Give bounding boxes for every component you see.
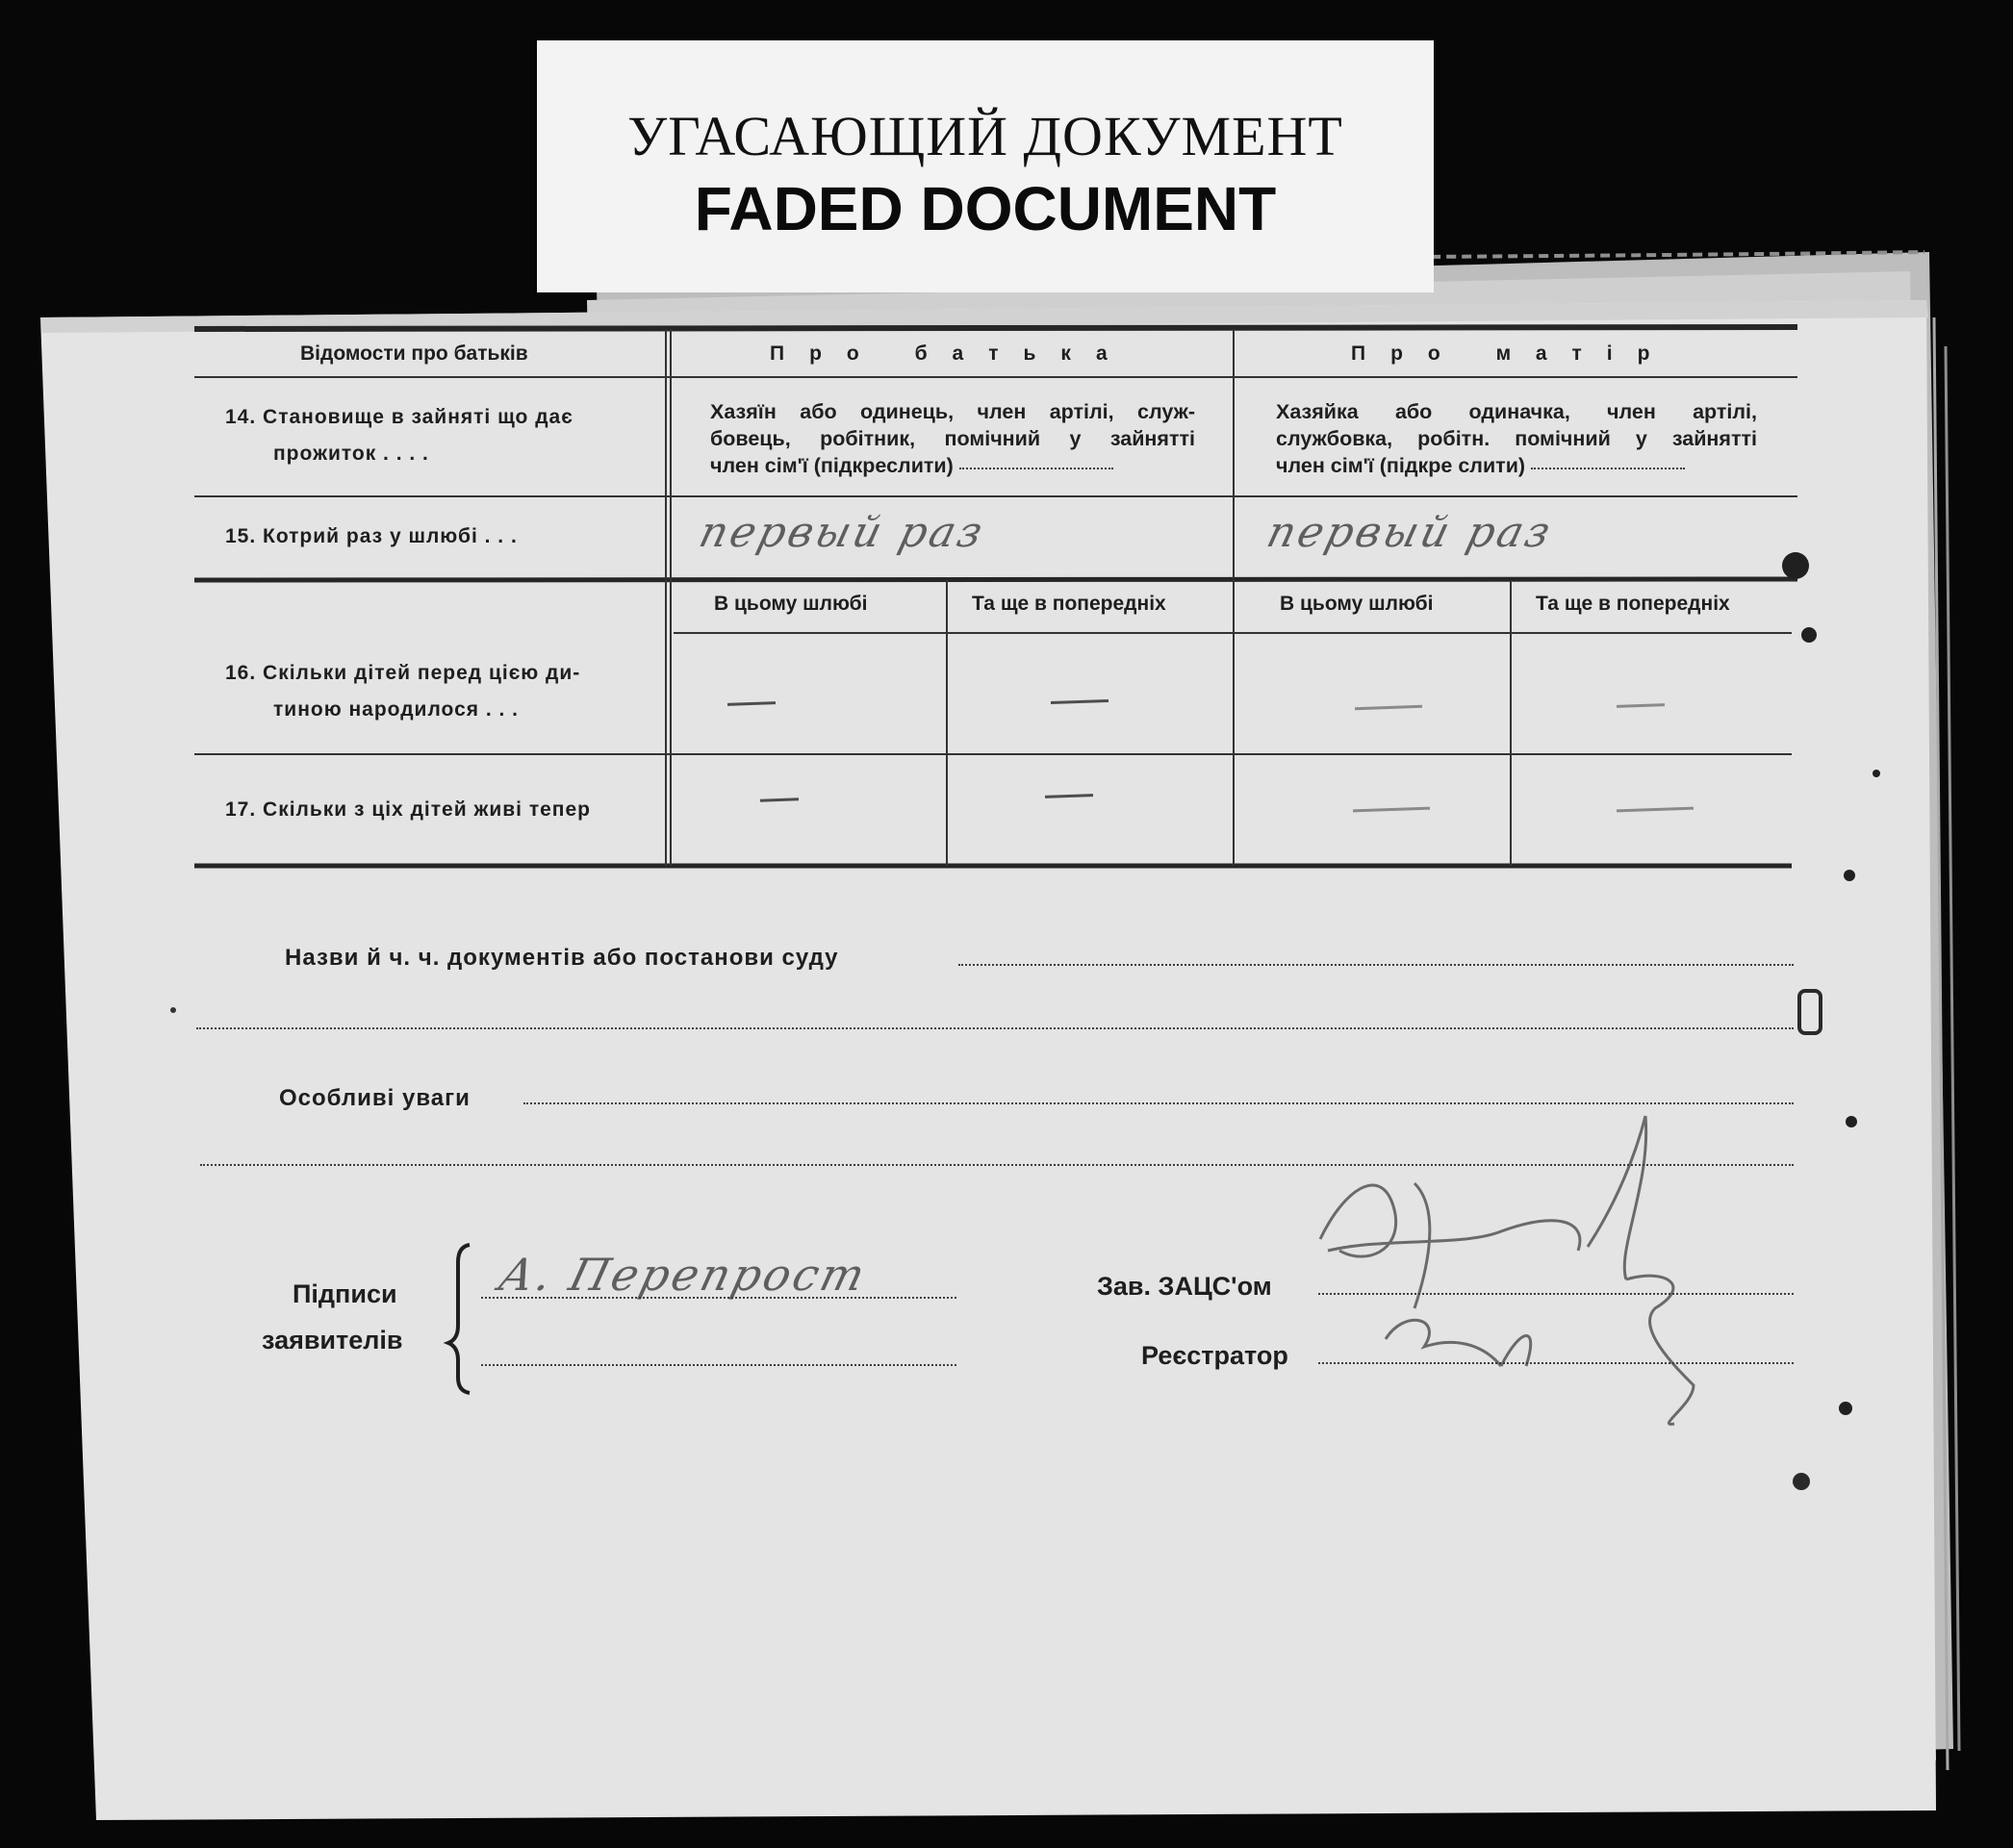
notes-line-2 (200, 1164, 1794, 1166)
registrar-label: Реєстратор (1141, 1341, 1288, 1370)
row14-father-line1: Хазяїн або одинець, член артілі, служ- (710, 400, 1195, 423)
row14-mother-options (1276, 398, 1757, 479)
row15-label: 15. Котрий раз у шлюбі . . . (225, 525, 518, 547)
subheader-mother-this-marriage: В цьому шлюбі (1280, 593, 1434, 615)
row15-mother-handwritten: первый раз (1261, 508, 1559, 557)
row14-label-line2: прожиток . . . . (273, 443, 429, 465)
row14-label-line1: 14. Становище в зайняті що дає (225, 406, 573, 428)
label-title-en: FADED DOCUMENT (694, 174, 1277, 243)
header-about-mother: Про матір (1351, 342, 1675, 365)
applicants-label-line2: заявителів (262, 1326, 403, 1354)
head-signature-line (1318, 1293, 1794, 1295)
applicant-signature: А. Перепрост (494, 1249, 873, 1301)
header-about-father: Про батька (770, 342, 1133, 365)
header-info-about-parents: Відомости про батьків (300, 342, 528, 365)
row16-label-line1: 16. Скільки дітей перед цією ди- (225, 662, 581, 684)
row14-father-line2: бовець, робітник, помічний у зайнятті (710, 427, 1195, 450)
row17-label: 17. Скільки з ціх дітей живі тепер (225, 798, 591, 821)
notes-line-1 (523, 1102, 1794, 1104)
documents-label: Назви й ч. ч. документів або постанови суду (285, 945, 839, 971)
applicant-signature-line-2 (481, 1364, 956, 1366)
subheader-father-this-marriage: В цьому шлюбі (714, 593, 868, 615)
applicant-signature-line-1 (481, 1297, 956, 1299)
subheader-father-previous: Та ще в попередніх (972, 593, 1166, 615)
row14-mother-underline (1531, 468, 1685, 469)
row14-mother-line3: член сім'ї (підкре слити) (1276, 454, 1526, 477)
row14-mother-line2: службовка, робітн. помічний у зайнятті (1276, 427, 1757, 450)
row15-father-handwritten: первый раз (694, 508, 991, 557)
registrar-signature-line (1318, 1362, 1794, 1364)
label-title-ru: УГАСАЮЩИЙ ДОКУМЕНТ (627, 105, 1343, 167)
row14-father-options (710, 398, 1195, 479)
documents-line-1 (958, 964, 1794, 966)
faded-document-label (537, 40, 1434, 292)
row14-father-line3: член сім'ї (підкреслити) (710, 454, 954, 477)
head-of-registry-label: Зав. ЗАЦС'ом (1097, 1272, 1272, 1301)
row16-label-line2: тиною народилося . . . (273, 698, 520, 721)
applicants-label-line1: Підписи (293, 1279, 397, 1308)
row14-mother-line1: Хазяйка або одиначка, член артілі, (1276, 400, 1757, 423)
documents-line-2 (196, 1027, 1794, 1029)
notes-label: Особливі уваги (279, 1085, 471, 1111)
subheader-mother-previous: Та ще в попередніх (1536, 593, 1730, 615)
row14-father-underline (959, 468, 1113, 469)
